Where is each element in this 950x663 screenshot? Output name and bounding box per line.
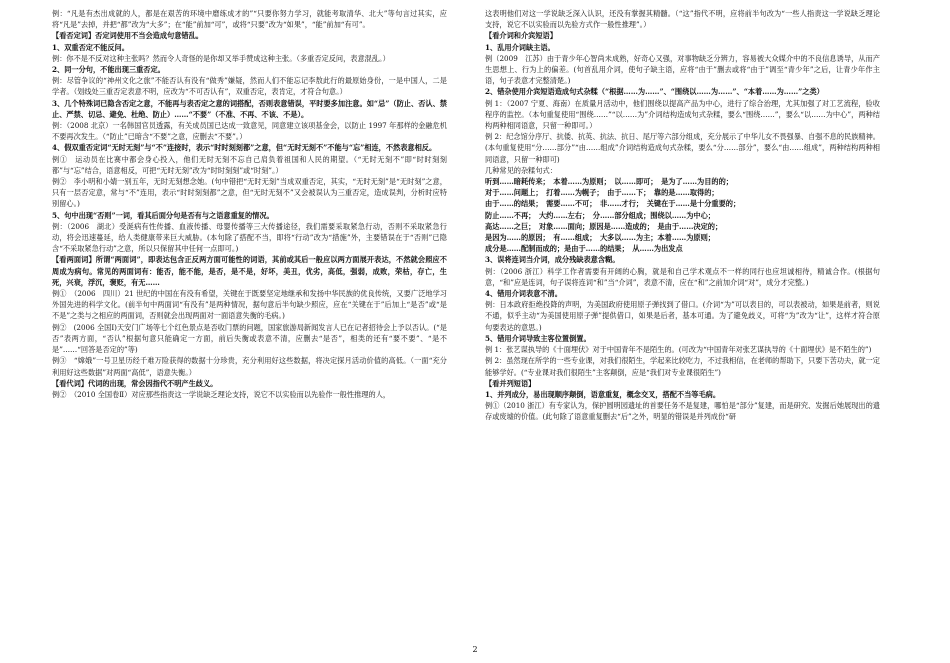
bold-paragraph: 1、双重否定不能反问。 [52,42,129,52]
paragraph: 例：你不是不反对这种主张吗？然而令人奇怪的是你却又举手赞成这种主张。（多重否定反问，表意混乱。） [52,53,390,63]
paragraph: 例：（2006 浙江）科学工作者需要有开阔的心胸，就是和自己学术观点不一样的同行也应坦诚相待，精诚合作。(根据句意，“和”应是连词，句子误将连词“和”当“介词”，表意不清，应在“和”之前加介词“对”，成分才完整。) [485,266,880,287]
paragraph: 例：尽管争议的“神州文化之旅”不能否认有没有“做秀”嫌疑，然而人们不能忘记李敖此行的最原始身份，一是中国人，二是学者。（划线处三重否定表意不明，应改为“不可否认有”，双重否定，表肯定，才符合句意。） [52,76,447,97]
bold-paragraph: 【看否定词】否定词使用不当会造成句意错乱。 [52,31,203,41]
bold-paragraph: 1、并列成分，易出现顺序颠倒，语意重复，概念交叉，搭配不当等毛病。 [485,389,721,399]
bold-paragraph: 听到……暗耗传来； 本着……为原则； 以……即可； 是为了……为目的的； [485,177,733,187]
bold-paragraph: 3、误将连词当介词，成分残缺表意含糊。 [485,255,620,265]
paragraph: 例 2：纪念馆分序厅、抗倭、抗英、抗法、抗日、尾厅等六部分组成，充分展示了中华儿女不畏强暴、自强不息的民族精神。(本句重复使用“分……部分”“由……组成”介词结构造成句式杂糅，要么“分……部分”，要么“由……组成”，两种结构两种相同语意，只留一种即可) [485,132,880,164]
bold-paragraph: 由于……的结果； 需要……不可； 非……才行； 关键在于……是十分重要的； [485,199,741,209]
bold-paragraph: 高达……之巨； 对象……面向；原因是……造成的； 是由于……决定的； [485,221,723,231]
bold-paragraph: 是因为……的原因； 有……组成； 大多以……为主；本着……为原则； [485,233,715,243]
bold-paragraph: 1、乱用介词缺主语。 [485,42,555,52]
bold-paragraph: 对于……问题上； 打着……为幌子； 由于……下； 靠的是……取得的； [485,188,719,198]
paragraph: 例 2：虽然现在所学的一些专业课，对我们很陌生，学起来比较吃力，不过我相信，在老师的帮助下，只要下苦功夫，就一定能够学好。(“专业课对我们很陌生”主客颠倒，应是“我们对专业课很陌生”) [485,356,880,377]
bold-paragraph: 3、几个特殊词已隐含否定之意，不能再与表否定之意的词搭配，否则表意错误，平时要多加注意。如“忌”（防止、否认、禁止、严禁、切忌、避免、杜绝、防止）……“不要”（不准、不再、不该、不是）。 [52,98,447,119]
bold-paragraph: 【看介词和介宾短语】 [485,31,557,41]
bold-paragraph: 2、同一分句，不能出现三重否定。 [52,65,165,75]
left-column [52,8,447,400]
right-column [485,8,880,423]
paragraph: 例①（2010 浙江）有专家认为，保护圆明园遗址的首要任务不是复建，哪怕是“部分”复建，而是研究、发掘后她展现出的遗存或废墟的价值。(此句除了语意重复删去“后”之外，明显的错误是并列成份“研 [485,401,880,422]
paragraph: 例② (2006 全国Ⅰ)天安门广场等七个红色景点是否收门票的问题，国家旅游局新闻发言人已在记者招待会上予以否认。(“是否”表两方面，“否认”根据句意只能确定一方面，前后失衡或表意不清，应删去“是否”，相类的还有“要不要”、“是不是”……“回答是否定的”等) [52,322,447,355]
paragraph: 例① 运动员在比赛中都会身心投入，他们无时无刻不忘自己肩负着祖国和人民的期望。（“无时无刻不”即“时时刻刻都”与“忘”结合，语意相反，可把“无时无刻”改为“时时刻刻”或“时刻”。） [52,154,447,175]
paragraph: 例：（2008 北京）一名韩国官员透露，有关成员国已达成一致意见，同意建立该项基金会，以防止 1997 年那样的金融危机不要再次发生。（“防止”已暗含“不要”之意，应删去“不要”。） [52,121,447,142]
paragraph: 例③ “嫦娥”一号卫星历经千难万险获得的数据十分珍贵，充分利用好这些数据，将决定探月活动价值的高低。（一面“充分利用好这些数据”对两面“高低”，语意失衡。） [52,356,447,377]
paragraph: 例 1：张艺谋执导的《十面埋伏》对于中国青年不是陌生的。(可改为“中国青年对张艺谋执导的《十面埋伏》是不陌生的”) [485,345,872,355]
bold-paragraph: 【看并列短语】 [485,378,536,388]
bold-paragraph: 成分是……配制而成的；是由于……的结果； 从……为出发点 [485,244,683,254]
paragraph: 这表明他们对这一学说缺乏深入认识，还没有掌握其精髓。（“这”指代不明，应将前半句改为“一些人指责这一学说缺乏理论支持，说它不以实验而以先验方式作一般性推理”。） [485,9,880,30]
paragraph: 例 1：（2007 宁夏、海南）在质量月活动中，他们围绕以提高产品为中心，进行了综合治理，尤其加强了对工艺流程，验收程序的监控。（本句重复使用“围绕……”“以……为”介词结构造成句式杂糅，要么“围绕……”，要么“以……为中心”，两种结构两种相同语意，只留一种即可。） [485,98,880,131]
paragraph: 例：（2006 湖北）受涎病有性传播、血液传播、母婴传播等三大传播途径，我们需要采取紧急行动，否则不采取紧急行动，将会迅速蔓延，给人类健康带来巨大威胁。(本句除了搭配不当，即将“行动”改为“措施”外，主要错误在于“否则”已隐含“不采取紧急行动”之意，所以只保留其中任何一点即可。) [52,221,447,254]
bold-paragraph: 防止……不再； 大约……左右； 分……部分组成；围绕以……为中心； [485,210,715,220]
paragraph: 例（2009 江苏）由于青少年心智尚未成熟，好奇心又强，对事物缺乏分辨力，容易被大众媒介中的不良信息诱导，从而产生思想上、行为上的偏差。(句首乱用介词，使句子缺主语，应将“由于”删去或将“由于”调至“青少年”之后，让青少年作主语，句子表意才完整清楚。) [485,53,880,86]
bold-paragraph: 5、错用介词导致主客位置倒置。 [485,333,591,343]
paragraph: 例：“凡是有杰出成就的人，都是在艰苦的环境中磨练成才的”“只要你努力学习，就能考取清华、北大”等句言过其实，应将“凡是”去掉，并把“都”改为“大多”；在“能”前加“可”，或将“只要”改为“如果”，“能”前加“有可”。 [52,9,447,30]
bold-paragraph: 4、错用介词表意不清。 [485,289,562,299]
bold-paragraph: 5、句中出现“否则”一词，看其后面分句是否有与之语意重复的情况。 [52,210,274,220]
page-number: 2 [472,645,478,654]
paragraph: 例：日本政府拒绝投降的声明，为美国政府使用原子弹找到了借口。(介词“为”可以表目的，可以表被动，如果是前者，则说不通，似乎主动“为美国使用原子弹”提供借口，如果是后者，基本可通。为了避免歧义，可将“为”改为“让”，这样才符合原句要表达的意思。) [485,300,880,332]
bold-paragraph: 【看代词】代词的出现，常会因指代不明产生歧义。 [52,378,218,388]
paragraph: 几种常见的杂糅句式： [485,165,557,175]
bold-paragraph: 4、假双重否定词“无时无刻”与“不”连接时，表示“时时刻刻都”之意，但“无时无刻不”不能与“忘”相连，不然表意相反。 [52,143,437,153]
paragraph: 例① （2006 四川）21 世纪的中国在有没有希望，关键在于既要坚定地继承和发扬中华民族的优良传统，又要广泛地学习外国先进的科学文化。(前半句中两面词“有没有”是两种情况，据句意后半句缺少照应，应在“关键在于”后加上“是否”或“是不是”之类与之相应的两面词，否则就会出现两面对一面语意失衡的毛病。) [52,289,447,321]
bold-paragraph: 【看两面词】所谓“两面词”，即表达包含正反两方面可能性的词语，其前或其后一般应以两方面展开表达，不然就会照应不周成为病句。常见的两面词有：能否，能不能，是否，是不是，好坏，美丑，优劣，高低，强弱，成败，荣枯，存亡，生死，兴衰，浮沉，褒贬，有无…… [52,255,447,287]
bold-paragraph: 2、错杂使用介宾短语造成句式杂糅（“根据……为……”、“围绕以……为……”、“本着……为……”之类） [485,87,824,97]
paragraph: 例② 李小明和小婧一别五年，无时无刻想念她。(句中错把“无时无刻”当成双重否定，其实，“无时无刻”是“无时刻”之意，只有一层否定意，常与“不”连用，表示“时时刻刻都”之意，但“无时无刻不”又会被误认为三重否定，造成误判，分析时应特别留心。) [52,177,447,209]
paragraph: 例② （2010 全国卷Ⅱ）对应那些指责这一学说缺乏理论支持，说它不以实验而以先验作一般性推理的人， [52,389,391,399]
